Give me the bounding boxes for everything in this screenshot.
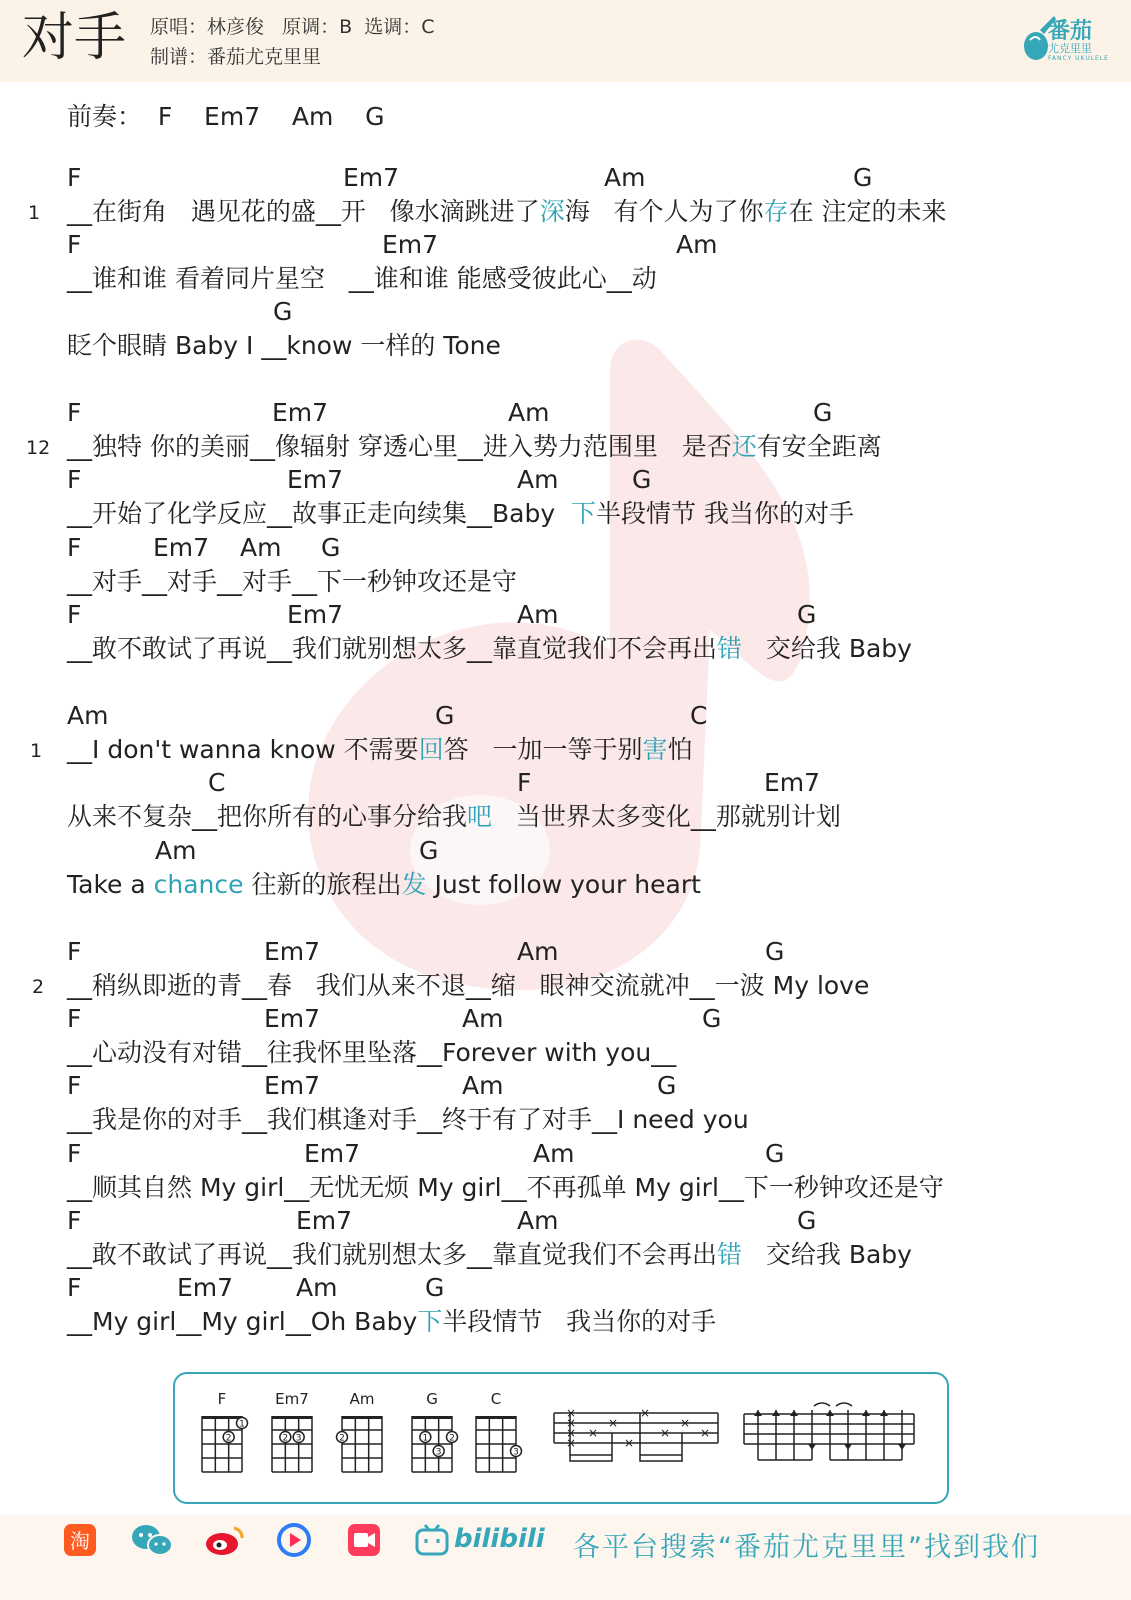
chord-label: Em7 bbox=[264, 1004, 321, 1033]
chord-label: G bbox=[813, 398, 833, 427]
chord-label: G bbox=[797, 1206, 817, 1235]
lyric-highlight: 下 bbox=[571, 499, 597, 528]
lyric-text: 在 注定的未来 bbox=[788, 197, 947, 226]
chord-label: F bbox=[67, 1004, 82, 1033]
section-number: 1 bbox=[30, 740, 43, 762]
lyric-line bbox=[67, 1307, 716, 1337]
lyric-highlight: 下 bbox=[417, 1307, 443, 1336]
lyric-text: 半段情节 我当你的对手 bbox=[442, 1307, 717, 1336]
chord-line bbox=[0, 937, 1131, 967]
lyric-line bbox=[67, 735, 693, 765]
chord-line bbox=[0, 701, 1131, 731]
chord-line bbox=[0, 398, 1131, 428]
chord-label: F bbox=[67, 1206, 82, 1235]
chord-line bbox=[0, 768, 1131, 798]
chord-diagram-label: C bbox=[490, 1390, 502, 1408]
lyric-text: __敢不敢试了再说__我们就别想太多__靠直觉我们不会再出 bbox=[67, 634, 718, 663]
play-icon[interactable] bbox=[276, 1522, 312, 1558]
chord-label: Em7 bbox=[177, 1273, 234, 1302]
chord-label: Em7 bbox=[343, 163, 400, 192]
svg-text:×: × bbox=[640, 1406, 651, 1420]
chord-line bbox=[0, 1139, 1131, 1169]
fretboard-icon bbox=[262, 1414, 322, 1476]
chord-label: Am bbox=[67, 701, 109, 730]
chord-line bbox=[0, 163, 1131, 193]
lyric-line bbox=[67, 331, 501, 361]
lyric-highlight: 发 bbox=[401, 870, 427, 899]
lyric-highlight: 回 bbox=[418, 735, 444, 764]
logo-english: FANCY UKULELE bbox=[1048, 55, 1109, 62]
chord-label: Am bbox=[462, 1004, 504, 1033]
lyric-text: __开始了化学反应__故事正走向续集__Baby bbox=[67, 499, 572, 528]
lyric-highlight: 害 bbox=[642, 735, 668, 764]
chord-label: G bbox=[632, 465, 652, 494]
lyric-line bbox=[67, 499, 854, 529]
lyric-line bbox=[67, 567, 517, 597]
section-number: 2 bbox=[32, 976, 45, 998]
lyric-highlight: 深 bbox=[539, 197, 565, 226]
lyric-text: __对手__对手__对手__下一秒钟攻还是守 bbox=[67, 567, 518, 596]
svg-text:×: × bbox=[608, 1416, 619, 1430]
chord-label: Em7 bbox=[296, 1206, 353, 1235]
chord-label: Em7 bbox=[153, 533, 210, 562]
lyric-highlight: chance bbox=[153, 870, 244, 899]
lyric-text: Take a bbox=[67, 870, 154, 899]
intro-line: 前奏： F Em7 Am G bbox=[67, 102, 385, 131]
chord-line bbox=[0, 1071, 1131, 1101]
chord-label: Am bbox=[462, 1071, 504, 1100]
fretboard-icon bbox=[402, 1414, 462, 1476]
chord-label: Am bbox=[296, 1273, 338, 1302]
song-title: 对手 bbox=[22, 8, 127, 68]
lyric-text: 当世界太多变化__那就别计划 bbox=[492, 802, 841, 831]
lyric-line bbox=[67, 634, 912, 664]
svg-text:×: × bbox=[566, 1426, 577, 1440]
fretboard-icon bbox=[466, 1414, 526, 1476]
svg-text:×: × bbox=[700, 1426, 711, 1440]
lyric-highlight: 还 bbox=[731, 432, 757, 461]
chord-label: C bbox=[690, 701, 708, 730]
svg-text:×: × bbox=[680, 1416, 691, 1430]
chord-line bbox=[0, 1206, 1131, 1236]
lyric-line bbox=[67, 1038, 676, 1068]
chord-label: F bbox=[67, 937, 82, 966]
chord-label: G bbox=[765, 1139, 785, 1168]
taobao-icon[interactable] bbox=[62, 1522, 98, 1558]
chord-label: Am bbox=[604, 163, 646, 192]
lyric-line bbox=[67, 264, 657, 294]
logo-subtext: 尤克里里 bbox=[1048, 42, 1092, 55]
chord-label: Em7 bbox=[382, 230, 439, 259]
footer-slogan: 各平台搜索“番茄尤克里里”找到我们 bbox=[573, 1532, 1040, 1563]
lyric-text: __谁和谁 看着同片星空 __谁和谁 能感受彼此心__动 bbox=[67, 264, 657, 293]
chord-label: F bbox=[67, 163, 82, 192]
video-icon[interactable] bbox=[346, 1522, 382, 1558]
section-number: 12 bbox=[26, 437, 51, 459]
chord-label: F bbox=[67, 398, 82, 427]
lyric-text: __独特 你的美丽__像辐射 穿透心里__进入势力范围里 是否 bbox=[67, 432, 732, 461]
svg-text:1: 1 bbox=[239, 1419, 245, 1430]
chord-label: Em7 bbox=[264, 1071, 321, 1100]
lyric-text: 眨个眼睛 Baby I __know 一样的 Tone bbox=[67, 331, 501, 360]
chord-label: G bbox=[765, 937, 785, 966]
svg-text:2: 2 bbox=[339, 1433, 345, 1444]
lyric-text: 有安全距离 bbox=[756, 432, 882, 461]
chord-label: Am bbox=[533, 1139, 575, 1168]
svg-text:2: 2 bbox=[225, 1433, 232, 1444]
lyric-text: 从来不复杂__把你所有的心事分给我 bbox=[67, 802, 468, 831]
lyric-line bbox=[67, 1240, 912, 1270]
chord-label: Am bbox=[517, 465, 559, 494]
lyric-text: 海 有个人为了你 bbox=[564, 197, 764, 226]
logo-text: 番茄 bbox=[1048, 19, 1093, 44]
svg-text:1: 1 bbox=[422, 1433, 429, 1444]
chord-diagram-label: Em7 bbox=[275, 1390, 309, 1408]
lyric-text: 怕 bbox=[667, 735, 693, 764]
svg-text:×: × bbox=[588, 1426, 599, 1440]
chord-label: G bbox=[425, 1273, 445, 1302]
svg-text:2: 2 bbox=[282, 1433, 289, 1444]
chord-line bbox=[0, 836, 1131, 866]
chord-label: F bbox=[67, 1273, 82, 1302]
section-number: 1 bbox=[28, 202, 41, 224]
strum-pattern-2 bbox=[742, 1400, 918, 1468]
lyric-text: Just follow your heart bbox=[426, 870, 701, 899]
weibo-icon[interactable] bbox=[204, 1522, 248, 1558]
lyric-text: __敢不敢试了再说__我们就别想太多__靠直觉我们不会再出 bbox=[67, 1240, 718, 1269]
lyric-text: __在街角 遇见花的盛__开 像水滴跳进了 bbox=[67, 197, 540, 226]
svg-text:×: × bbox=[566, 1416, 577, 1430]
chord-label: Am bbox=[155, 836, 197, 865]
bilibili-text[interactable]: bilibili bbox=[454, 1524, 545, 1554]
chord-label: G bbox=[657, 1071, 677, 1100]
bilibili-icon[interactable] bbox=[414, 1522, 450, 1558]
lyric-highlight: 错 bbox=[717, 634, 743, 663]
chord-label: G bbox=[702, 1004, 722, 1033]
chord-label: Am bbox=[517, 937, 559, 966]
fretboard-icon bbox=[332, 1414, 392, 1476]
chord-label: G bbox=[797, 600, 817, 629]
chord-label: F bbox=[67, 230, 82, 259]
chord-label: C bbox=[208, 768, 226, 797]
chord-label: Am bbox=[517, 1206, 559, 1235]
chord-line bbox=[0, 1273, 1131, 1303]
chord-label: F bbox=[67, 600, 82, 629]
svg-text:×: × bbox=[624, 1436, 635, 1450]
chord-label: G bbox=[321, 533, 341, 562]
lyric-line bbox=[67, 1173, 944, 1203]
chord-label: G bbox=[435, 701, 455, 730]
chord-diagram-label: F bbox=[217, 1390, 227, 1408]
song-meta-arranger: 制谱：番茄尤克里里 bbox=[150, 46, 322, 68]
chord-diagram-label: Am bbox=[349, 1390, 375, 1408]
lyric-line bbox=[67, 802, 841, 832]
chord-line bbox=[0, 230, 1131, 260]
svg-text:×: × bbox=[566, 1436, 577, 1450]
lyric-highlight: 错 bbox=[717, 1240, 743, 1269]
chord-label: G bbox=[273, 297, 293, 326]
chord-label: F bbox=[67, 1139, 82, 1168]
lyric-text: 交给我 Baby bbox=[742, 1240, 912, 1269]
svg-text:淘: 淘 bbox=[70, 1529, 90, 1553]
chord-label: Em7 bbox=[304, 1139, 361, 1168]
lyric-text: __稍纵即逝的青__春 我们从来不退__缩 眼神交流就冲__一波 My love bbox=[67, 971, 870, 1000]
chord-label: Am bbox=[508, 398, 550, 427]
wechat-icon[interactable] bbox=[130, 1522, 174, 1558]
fretboard-icon bbox=[192, 1414, 252, 1476]
lyric-line bbox=[67, 432, 882, 462]
chord-line bbox=[0, 533, 1131, 563]
lyric-text: 半段情节 我当你的对手 bbox=[596, 499, 854, 528]
chord-label: Am bbox=[240, 533, 282, 562]
lyric-line bbox=[67, 971, 869, 1001]
lyric-line bbox=[67, 1105, 749, 1135]
chord-label: Am bbox=[517, 600, 559, 629]
lyric-highlight: 吧 bbox=[467, 802, 493, 831]
lyric-text: __顺其自然 My girl__无忧无烦 My girl__不再孤单 My girl__下一秒钟攻还是守 bbox=[67, 1173, 944, 1202]
chord-label: Em7 bbox=[272, 398, 329, 427]
chord-line bbox=[0, 600, 1131, 630]
lyric-text: __心动没有对错__往我怀里坠落__Forever with you__ bbox=[67, 1038, 677, 1067]
chord-line bbox=[0, 297, 1131, 327]
strum-pattern-1 bbox=[552, 1405, 722, 1467]
lyric-text: __My girl__My girl__Oh Baby bbox=[67, 1307, 418, 1336]
svg-text:3: 3 bbox=[513, 1447, 519, 1458]
svg-text:3: 3 bbox=[295, 1433, 302, 1444]
chord-label: G bbox=[419, 836, 439, 865]
lyric-line bbox=[67, 870, 701, 900]
chord-label: Em7 bbox=[287, 600, 344, 629]
svg-text:3: 3 bbox=[435, 1447, 442, 1458]
lyric-text: 答 一加一等于别 bbox=[443, 735, 643, 764]
chord-label: F bbox=[67, 465, 82, 494]
lyric-text: 交给我 Baby bbox=[742, 634, 912, 663]
svg-text:2: 2 bbox=[449, 1433, 455, 1444]
chord-label: Am bbox=[676, 230, 718, 259]
chord-label: G bbox=[853, 163, 873, 192]
song-meta-original: 原唱：林彦俊 原调：B 选调：C bbox=[150, 16, 435, 38]
chord-label: Em7 bbox=[264, 937, 321, 966]
lyric-line bbox=[67, 197, 947, 227]
chord-label: Em7 bbox=[287, 465, 344, 494]
chord-diagram-label: G bbox=[426, 1390, 438, 1408]
header-bar bbox=[0, 0, 1131, 82]
lyric-highlight: 存 bbox=[763, 197, 789, 226]
chord-line bbox=[0, 1004, 1131, 1034]
lyric-text: __我是你的对手__我们棋逢对手__终于有了对手__I need you bbox=[67, 1105, 749, 1134]
chord-label: F bbox=[517, 768, 532, 797]
svg-text:×: × bbox=[660, 1426, 671, 1440]
svg-text:×: × bbox=[566, 1406, 577, 1420]
chord-line bbox=[0, 465, 1131, 495]
lyric-text: __I don't wanna know 不需要 bbox=[67, 735, 419, 764]
chord-label: F bbox=[67, 533, 82, 562]
chord-label: Em7 bbox=[764, 768, 821, 797]
lyric-text: 往新的旅程出 bbox=[243, 870, 402, 899]
chord-label: F bbox=[67, 1071, 82, 1100]
